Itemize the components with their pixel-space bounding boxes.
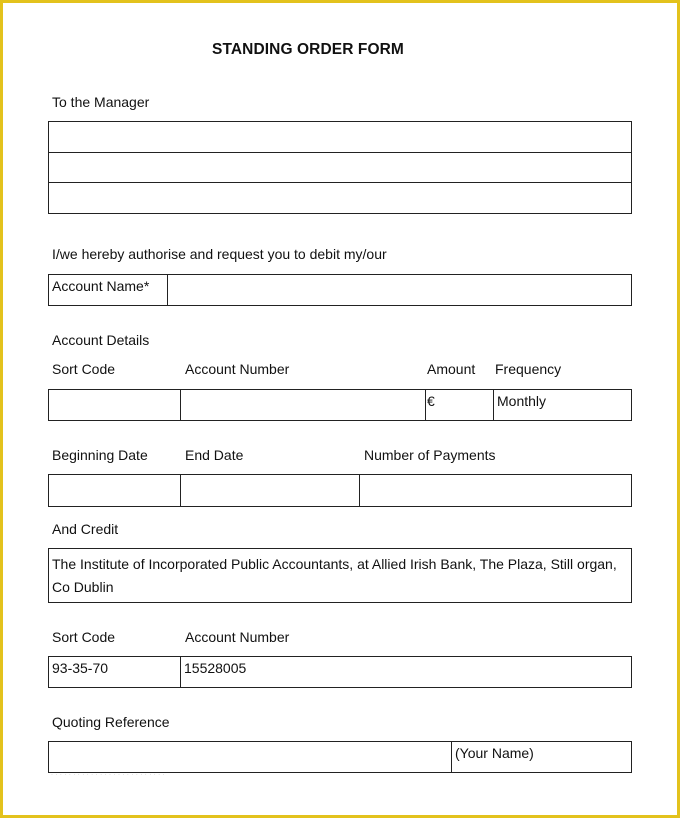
manager-address-line-3[interactable] xyxy=(49,183,631,213)
credit-details-box xyxy=(48,656,632,688)
beginning-date-field[interactable] xyxy=(49,475,181,506)
account-name-label: Account Name* xyxy=(49,275,168,305)
manager-address-line-2[interactable] xyxy=(49,153,631,183)
euro-symbol: € xyxy=(427,393,435,409)
debit-account-number-header: Account Number xyxy=(185,361,290,377)
account-details-label: Account Details xyxy=(52,332,150,348)
quoting-reference-label: Quoting Reference xyxy=(52,714,170,730)
debit-details-box xyxy=(48,389,632,421)
debit-sort-code-header: Sort Code xyxy=(52,361,116,377)
and-credit-label: And Credit xyxy=(52,521,119,537)
frequency-field[interactable]: Monthly xyxy=(497,393,547,409)
number-of-payments-field[interactable] xyxy=(360,475,631,506)
frequency-header: Frequency xyxy=(495,361,562,377)
account-name-field[interactable] xyxy=(168,275,631,305)
form-title: STANDING ORDER FORM xyxy=(212,41,404,58)
authorise-text: I/we hereby authorise and request you to debit my/our xyxy=(52,246,387,262)
beneficiary-text: The Institute of Incorporated Public Accountants, at Allied Irish Bank, The Plaza, Still organ, Co Dublin xyxy=(52,556,617,595)
dates-box xyxy=(48,474,632,507)
credit-account-number-header: Account Number xyxy=(185,629,290,645)
manager-address-line-1[interactable] xyxy=(49,122,631,153)
credit-sort-code-header: Sort Code xyxy=(52,629,116,645)
credit-sort-code-value: 93-35-70 xyxy=(49,657,181,687)
beneficiary-box xyxy=(48,548,632,603)
credit-account-number-value: 15528005 xyxy=(184,660,247,676)
account-name-box xyxy=(48,274,632,306)
your-name-hint: (Your Name) xyxy=(455,745,534,761)
end-date-header: End Date xyxy=(185,447,244,463)
amount-field[interactable] xyxy=(426,390,494,420)
number-of-payments-header: Number of Payments xyxy=(364,447,496,463)
quoting-reference-field[interactable] xyxy=(49,742,452,772)
quoting-reference-box xyxy=(48,741,632,773)
to-manager-label: To the Manager xyxy=(52,94,150,110)
end-date-field[interactable] xyxy=(181,475,360,506)
manager-address-box xyxy=(48,121,632,214)
amount-header: Amount xyxy=(427,361,476,377)
beginning-date-header: Beginning Date xyxy=(52,447,148,463)
debit-account-number-field[interactable] xyxy=(181,390,426,420)
faint-footer-mark: · · · · · · · · · · · · · · · · · · · · · · · · · · xyxy=(51,772,166,778)
debit-sort-code-field[interactable] xyxy=(49,390,181,420)
